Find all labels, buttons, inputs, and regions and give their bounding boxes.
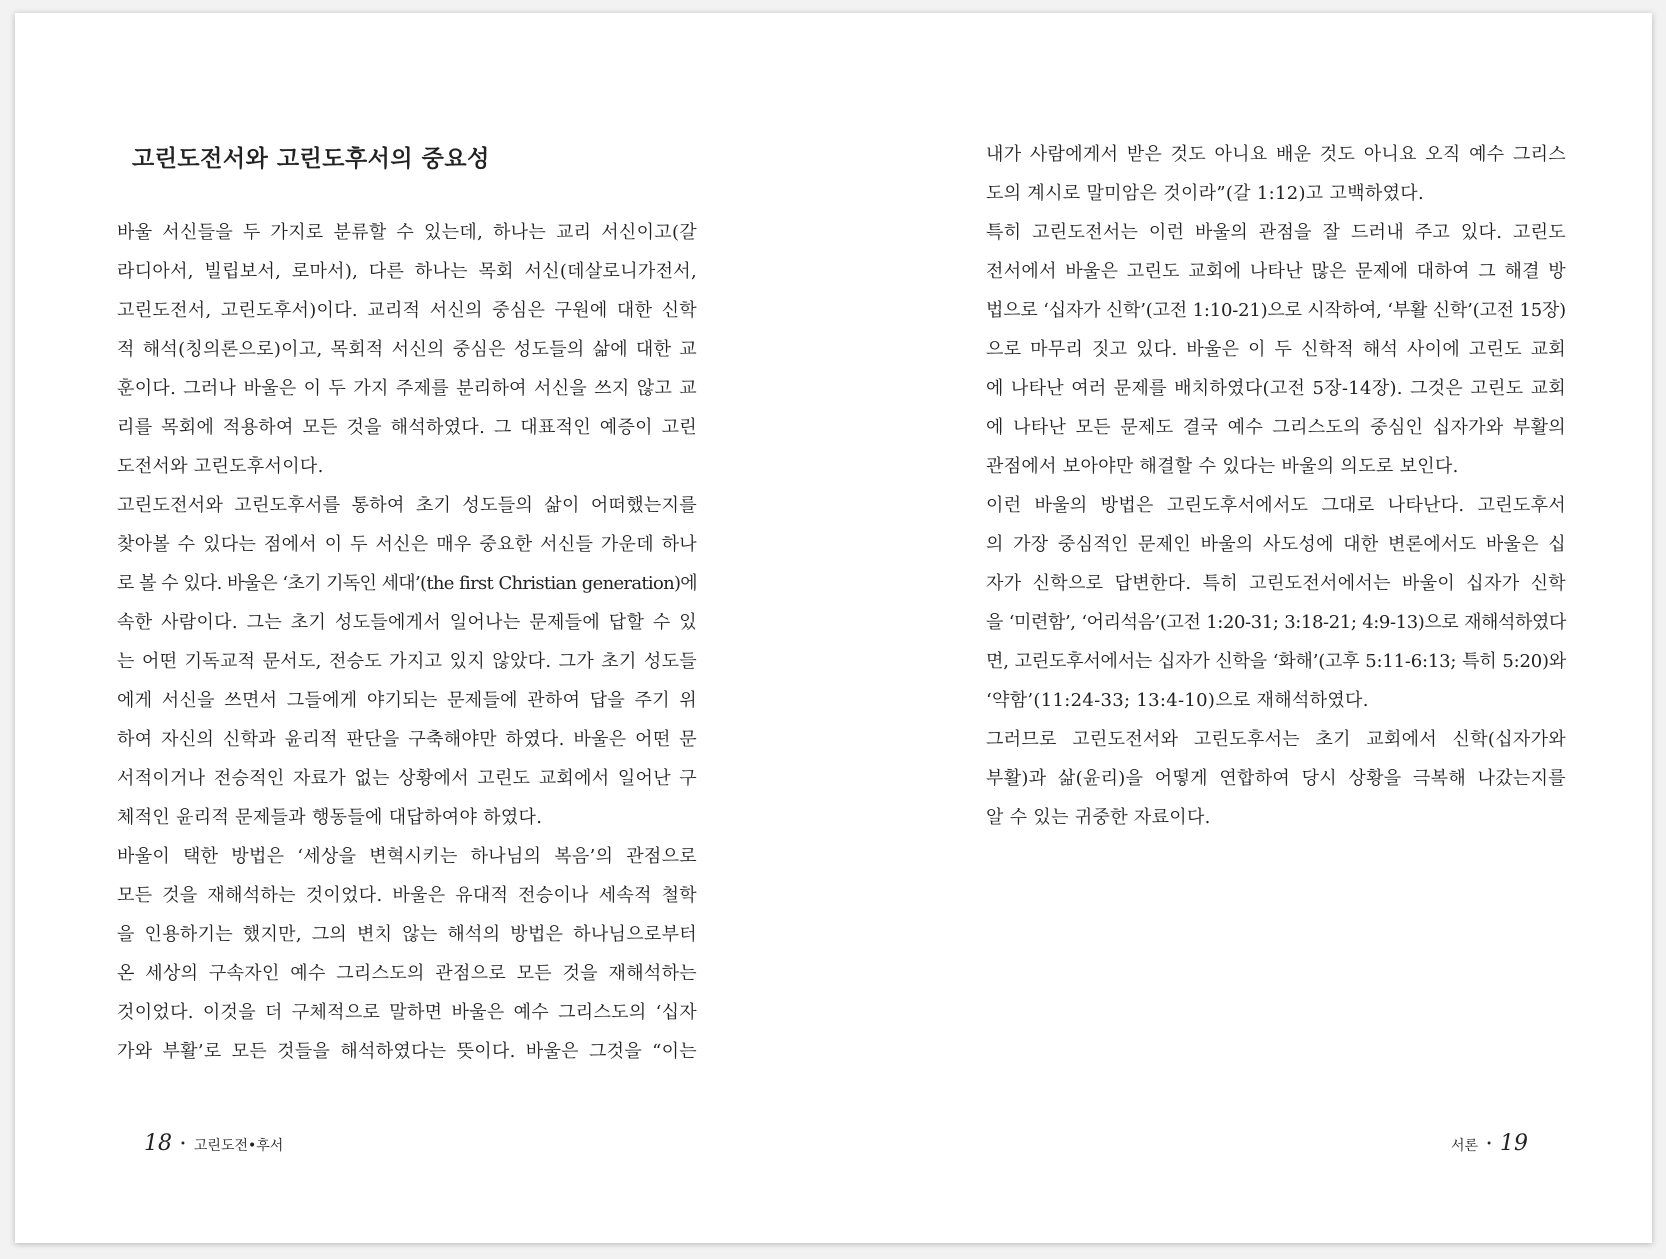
right-folio [1451,1131,1528,1156]
left-body-text [117,213,697,1071]
text-line: 전서에서 바울은 고린도 교회에 나타난 많은 문제에 대하여 그 해결 방 [986,261,1566,282]
text-line: 바울 서신들을 두 가지로 분류할 수 있는데, 하나는 교리 서신이고(갈 [117,222,697,243]
text-line: 을 인용하기는 했지만, 그의 변치 않는 해석의 방법은 하나님으로부터 [117,924,697,945]
text-line: 고린도전서, 고린도후서)이다. 교리적 서신의 중심은 구원에 대한 신학 [117,300,697,321]
text-line: 알 수 있는 귀중한 자료이다. [986,807,1211,828]
text-line: 을 ‘미련함’, ‘어리석음’(고전 1:20-31; 3:18-21; 4:9-13)으로 재해석하였다 [986,612,1566,633]
text-line: 가와 부활’로 모든 것들을 해석하였다는 뜻이다. 바울은 그것을 “이는 [117,1041,697,1062]
text-line: 바울이 택한 방법은 ‘세상을 변혁시키는 하나님의 복음’의 관점으로 [117,846,697,867]
page-number: 18 [144,1131,172,1156]
text-line: 특히 고린도전서는 이런 바울의 관점을 잘 드러내 주고 있다. 고린도 [986,222,1566,243]
text-line: 체적인 윤리적 문제들과 행동들에 대답하여야 하였다. [117,807,543,828]
page-number: 19 [1500,1131,1528,1156]
text-line: 라디아서, 빌립보서, 로마서), 다른 하나는 목회 서신(데살로니가전서, [117,261,697,282]
running-head: 고린도전•후서 [193,1138,284,1154]
folio-separator: • [1486,1139,1492,1150]
text-line: 것이었다. 이것을 더 구체적으로 말하면 바울은 예수 그리스도의 ‘십자 [117,1002,697,1023]
text-line: 에 나타난 모든 문제도 결국 예수 그리스도의 중심인 십자가와 부활의 [986,417,1566,438]
text-line: 로 볼 수 있다. 바울은 ‘초기 기독인 세대’(the first Christian generation)에 [117,573,697,594]
text-line: 도의 계시로 말미암은 것이라”(갈 1:12)고 고백하였다. [986,183,1424,204]
right-body-text [986,135,1566,837]
text-line: 에 나타난 여러 문제를 배치하였다(고전 5장-14장). 그것은 고린도 교회 [986,378,1566,399]
text-line: 모든 것을 재해석하는 것이었다. 바울은 유대적 전승이나 세속적 철학 [117,885,697,906]
text-line: 고린도전서와 고린도후서를 통하여 초기 성도들의 삶이 어떠했는지를 [117,495,697,516]
folio-separator: • [180,1139,186,1150]
text-line: 하여 자신의 신학과 윤리적 판단을 구축해야만 하였다. 바울은 어떤 문 [117,729,697,750]
text-line: 부활)과 삶(윤리)을 어떻게 연합하여 당시 상황을 극복해 나갔는지를 [986,768,1566,789]
book-spread [15,13,1652,1243]
text-line: 서적이거나 전승적인 자료가 없는 상황에서 고린도 교회에서 일어난 구 [117,768,697,789]
text-line: 내가 사람에게서 받은 것도 아니요 배운 것도 아니요 오직 예수 그리스 [986,144,1566,165]
text-line: 면, 고린도후서에서는 십자가 신학을 ‘화해’(고후 5:11-6:13; 특히 5:20)와 [986,651,1566,672]
text-line: 의 가장 중심적인 문제인 바울의 사도성에 대한 변론에서도 바울은 십 [986,534,1566,555]
text-line: 찾아볼 수 있다는 점에서 이 두 서신은 매우 중요한 서신들 가운데 하나 [117,534,697,555]
text-line: 리를 목회에 적용하여 모든 것을 해석하였다. 그 대표적인 예증이 고린 [117,417,697,438]
text-line: 온 세상의 구속자인 예수 그리스도의 관점으로 모든 것을 재해석하는 [117,963,697,984]
text-line: ‘약함’(11:24-33; 13:4-10)으로 재해석하였다. [986,690,1369,711]
running-head: 서론 [1451,1138,1479,1154]
text-line: 그러므로 고린도전서와 고린도후서는 초기 교회에서 신학(십자가와 [986,729,1566,750]
text-line: 는 어떤 기독교적 문서도, 전승도 가지고 있지 않았다. 그가 초기 성도들 [117,651,697,672]
left-folio [144,1131,283,1156]
text-line: 에게 서신을 쓰면서 그들에게 야기되는 문제들에 관하여 답을 주기 위 [117,690,697,711]
text-line: 이런 바울의 방법은 고린도후서에서도 그대로 나타난다. 고린도후서 [986,495,1566,516]
text-line: 으로 마무리 짓고 있다. 바울은 이 두 신학적 해석 사이에 고린도 교회 [986,339,1566,360]
section-heading: 고린도전서와 고린도후서의 중요성 [132,145,490,172]
text-line: 속한 사람이다. 그는 초기 성도들에게서 일어나는 문제들에 답할 수 있 [117,612,697,633]
text-line: 훈이다. 그러나 바울은 이 두 가지 주제를 분리하여 서신을 쓰지 않고 교 [117,378,697,399]
left-page [15,13,833,1243]
text-line: 자가 신학으로 답변한다. 특히 고린도전서에서는 바울이 십자가 신학 [986,573,1566,594]
text-line: 적 해석(칭의론으로)이고, 목회적 서신의 중심은 성도들의 삶에 대한 교 [117,339,697,360]
text-line: 도전서와 고린도후서이다. [117,456,324,477]
text-line: 법으로 ‘십자가 신학’(고전 1:10-21)으로 시작하여, ‘부활 신학’(고전 15장) [986,300,1566,321]
text-line: 관점에서 보아야만 해결할 수 있다는 바울의 의도로 보인다. [986,456,1459,477]
right-page [833,13,1652,1243]
